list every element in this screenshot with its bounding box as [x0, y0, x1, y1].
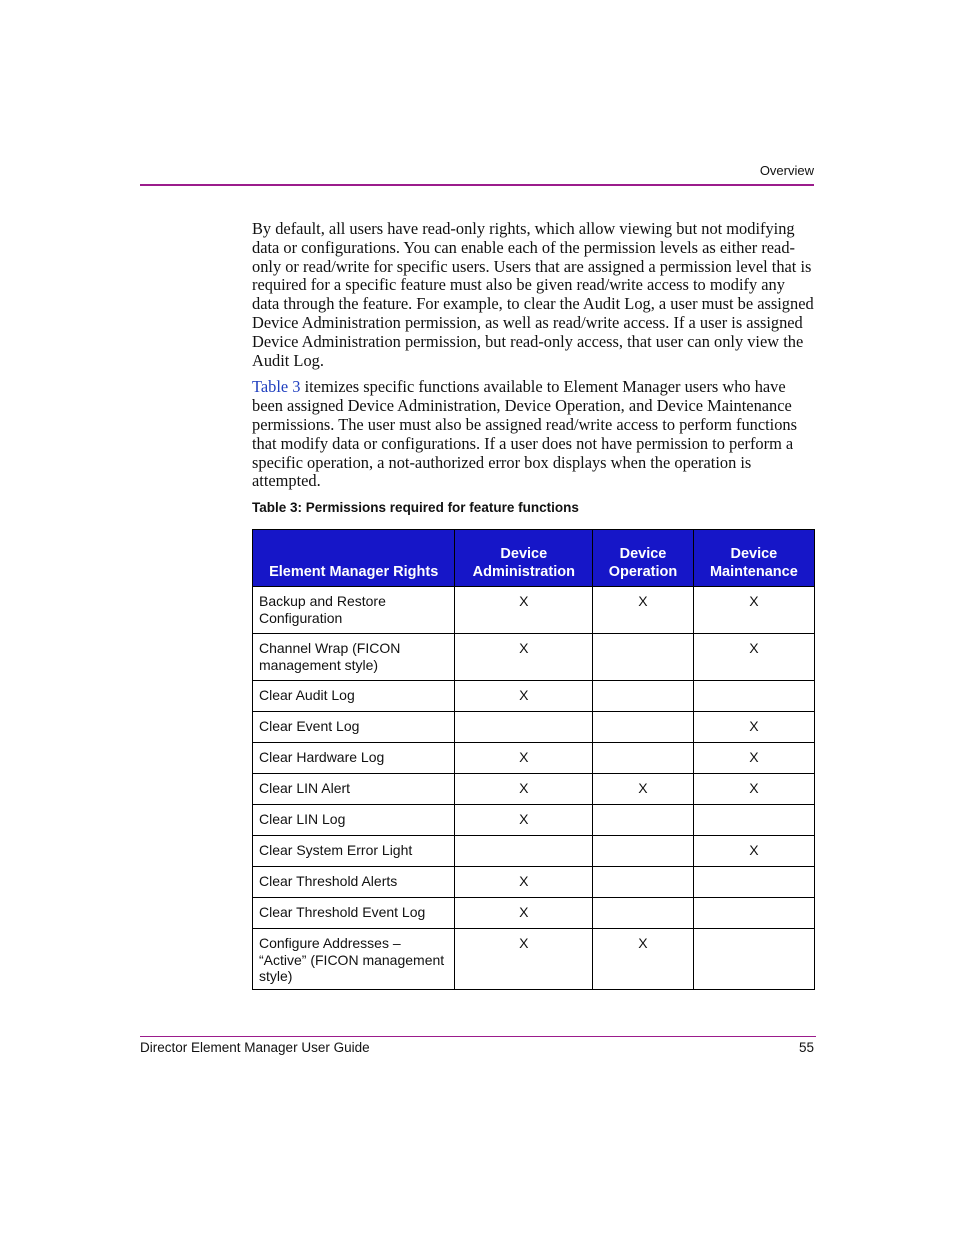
table-row	[253, 774, 815, 805]
cell-operation: X	[593, 587, 694, 634]
cell-operation	[593, 836, 694, 867]
cell-maintenance	[693, 898, 814, 929]
table-row	[253, 743, 815, 774]
cell-maintenance: X	[693, 634, 814, 681]
cell-operation	[593, 712, 694, 743]
row-function: Clear LIN Log	[253, 805, 455, 836]
footer-rule	[140, 1036, 816, 1037]
row-function: Clear Event Log	[253, 712, 455, 743]
cell-administration: X	[455, 743, 593, 774]
cell-maintenance: X	[693, 712, 814, 743]
permissions-table	[252, 529, 815, 990]
cell-administration	[455, 712, 593, 743]
table-row	[253, 929, 815, 990]
cell-maintenance	[693, 681, 814, 712]
footer-guide-title: Director Element Manager User Guide	[140, 1040, 370, 1055]
row-function: Clear Hardware Log	[253, 743, 455, 774]
row-function: Configure Addresses – “Active” (FICON management style)	[253, 929, 455, 990]
cell-operation: X	[593, 774, 694, 805]
page-number: 55	[798, 1040, 814, 1055]
cell-administration	[455, 836, 593, 867]
cell-administration: X	[455, 681, 593, 712]
cell-maintenance: X	[693, 836, 814, 867]
cell-administration: X	[455, 867, 593, 898]
header-rule	[140, 184, 814, 186]
cell-maintenance	[693, 867, 814, 898]
table-row	[253, 681, 815, 712]
cell-maintenance: X	[693, 774, 814, 805]
cell-operation	[593, 743, 694, 774]
table-row	[253, 805, 815, 836]
header-device-maintenance: Device Maintenance	[693, 530, 814, 587]
table-row	[253, 634, 815, 681]
cell-maintenance: X	[693, 743, 814, 774]
cell-administration: X	[455, 634, 593, 681]
cell-maintenance: X	[693, 587, 814, 634]
cell-administration: X	[455, 929, 593, 990]
row-function: Clear Threshold Alerts	[253, 867, 455, 898]
row-function: Clear System Error Light	[253, 836, 455, 867]
table-row	[253, 836, 815, 867]
cell-operation: X	[593, 929, 694, 990]
cell-operation	[593, 898, 694, 929]
table-row	[253, 898, 815, 929]
cell-operation	[593, 634, 694, 681]
table-row	[253, 867, 815, 898]
cell-administration: X	[455, 774, 593, 805]
row-function: Clear Audit Log	[253, 681, 455, 712]
paragraph-permissions-intro: By default, all users have read-only rights, which allow viewing but not modifying data or configurations. You can enable each of the permission levels as either read-only or read/write for specific users. Users that are assigned a permission level that is required for a specific feature must also be given read/write access to modify any data through the feature. For example, to clear the Audit Log, a user must be assigned Device Administration permission, as well as read/write access. If a user is assigned Device Administration permission, but read-only access, that user can only view the Audit Log.	[252, 219, 814, 370]
header-element-manager-rights: Element Manager Rights	[253, 530, 455, 587]
header-device-administration: Device Administration	[455, 530, 593, 587]
cell-maintenance	[693, 929, 814, 990]
cell-maintenance	[693, 805, 814, 836]
table-header-row	[253, 530, 815, 587]
table-caption: Table 3: Permissions required for feature functions	[252, 500, 579, 515]
cell-operation	[593, 805, 694, 836]
header-device-operation: Device Operation	[593, 530, 694, 587]
table-row	[253, 587, 815, 634]
row-function: Clear LIN Alert	[253, 774, 455, 805]
cell-operation	[593, 681, 694, 712]
paragraph-table-reference-text: itemizes specific functions available to Element Manager users who have been assigned Device Administration, Device Operation, and Device Maintenance permissions. The user must also be assigned read/write access to perform functions that modify data or configurations. If a user does not have permission to perform a specific operation, a not-authorized error box displays when the operation is attempted.	[252, 377, 798, 491]
table-3-link[interactable]: Table 3	[252, 377, 301, 397]
paragraph-table-reference	[252, 378, 814, 491]
row-function: Clear Threshold Event Log	[253, 898, 455, 929]
table-row	[253, 712, 815, 743]
row-function: Channel Wrap (FICON management style)	[253, 634, 455, 681]
running-header: Overview	[759, 163, 814, 178]
cell-administration: X	[455, 805, 593, 836]
body-text	[252, 220, 814, 499]
row-function: Backup and Restore Configuration	[253, 587, 455, 634]
cell-operation	[593, 867, 694, 898]
cell-administration: X	[455, 898, 593, 929]
cell-administration: X	[455, 587, 593, 634]
